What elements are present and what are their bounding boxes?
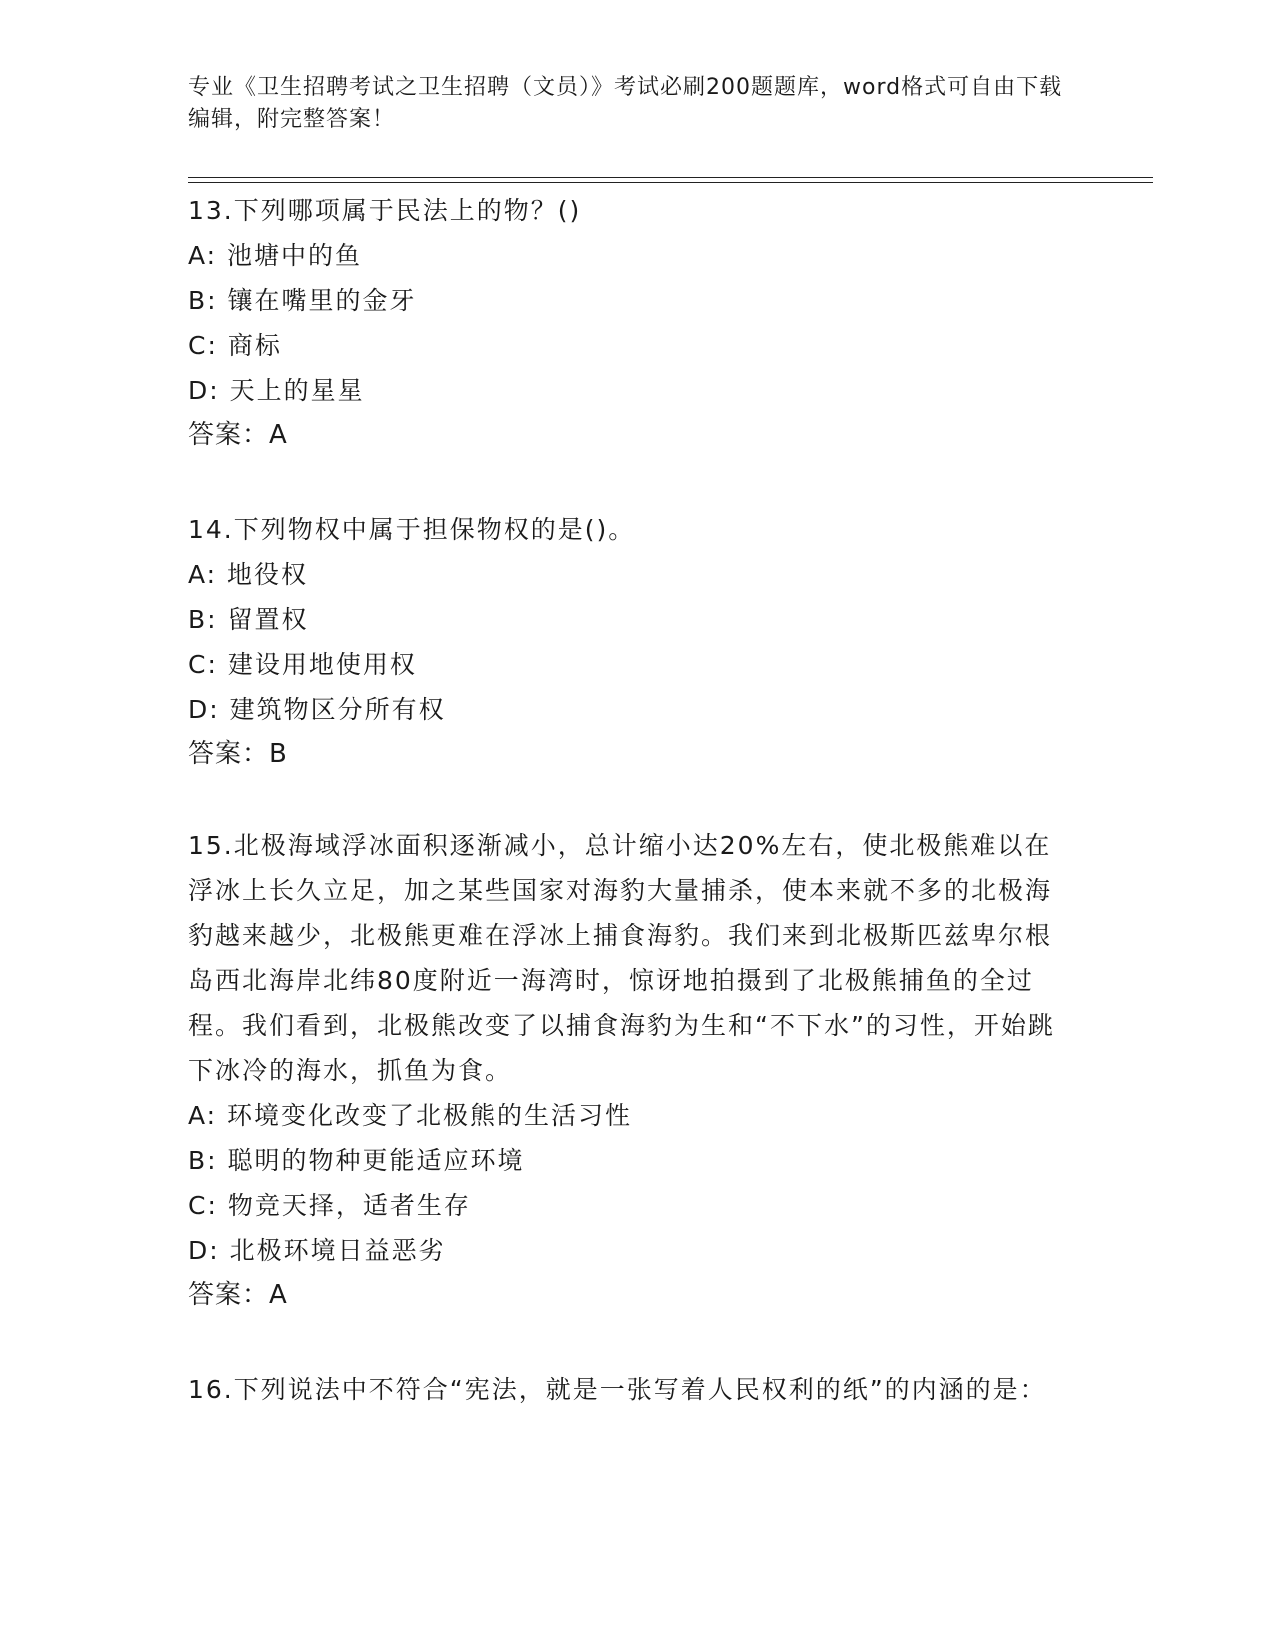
answer-line: 答案：A	[188, 1280, 288, 1310]
option-d: D: 天上的星星	[188, 376, 365, 405]
option-c: C: 商标	[188, 331, 282, 360]
option-b: B: 镶在嘴里的金牙	[188, 286, 417, 315]
question-stem: 16.下列说法中不符合“宪法，就是一张写着人民权利的纸”的内涵的是：	[188, 1375, 1047, 1404]
option-c: C: 物竞天择，适者生存	[188, 1191, 471, 1220]
question-stem: 15.北极海域浮冰面积逐渐减小，总计缩小达20%左右，使北极熊难以在浮冰上长久立足，加之某些国家对海豹大量捕杀，使本来就不多的北极海豹越来越少，北极熊更难在浮冰上捕食海豹。我们来到北极斯匹兹卑尔根岛西北海岸北纬80度附近一海湾时，惊讶地拍摄到了北极熊捕鱼的全过程。我们看到，北极熊改变了以捕食海豹为生和“不下水”的习性，开始跳下冰冷的海水，抓鱼为食。	[188, 831, 1055, 1085]
option-a: A: 环境变化改变了北极熊的生活习性	[188, 1101, 633, 1130]
option-a: A: 池塘中的鱼	[188, 241, 363, 270]
question-15	[188, 823, 1068, 1318]
document-intro: 专业《卫生招聘考试之卫生招聘（文员）》考试必刷200题题库，word格式可自由下载编辑，附完整答案！	[188, 75, 1063, 132]
option-b: B: 留置权	[188, 605, 309, 634]
question-14	[188, 507, 1068, 777]
answer-line: 答案：B	[188, 739, 288, 769]
question-stem: 13.下列哪项属于民法上的物？()	[188, 196, 582, 225]
option-d: D: 北极环境日益恶劣	[188, 1236, 446, 1265]
option-a: A: 地役权	[188, 560, 309, 589]
question-16	[188, 1367, 1068, 1412]
option-c: C: 建设用地使用权	[188, 650, 417, 679]
option-d: D: 建筑物区分所有权	[188, 695, 446, 724]
header-divider-bottom	[188, 182, 1153, 183]
header-divider-top	[188, 177, 1153, 178]
option-b: B: 聪明的物种更能适应环境	[188, 1146, 525, 1175]
answer-line: 答案：A	[188, 420, 288, 450]
question-13	[188, 188, 1068, 458]
question-stem: 14.下列物权中属于担保物权的是()。	[188, 515, 636, 544]
